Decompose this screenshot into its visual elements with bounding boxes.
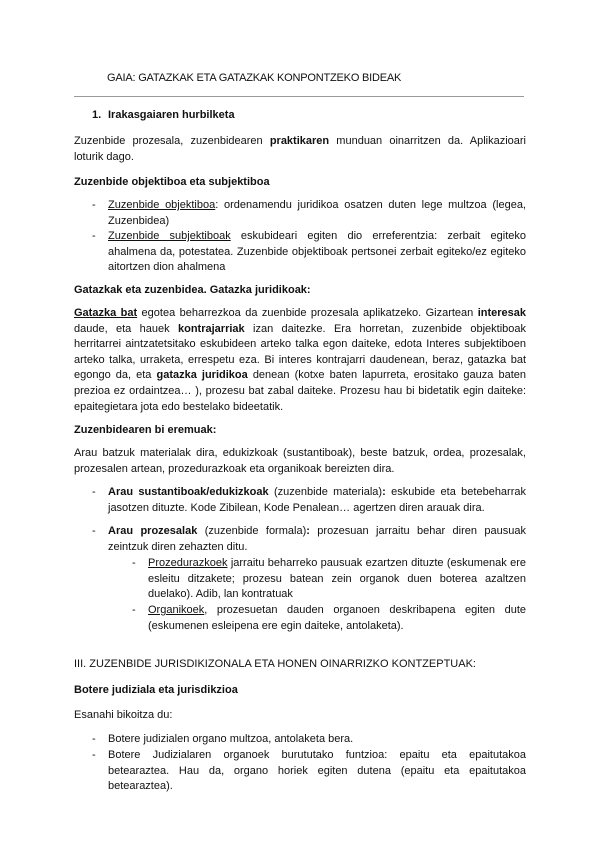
- underlined-text: Zuzenbide objektiboa: [108, 199, 216, 211]
- paragraph: [74, 446, 526, 477]
- bullet-dash: -: [92, 733, 96, 745]
- sub-list-item: [132, 603, 526, 634]
- section-heading: [92, 108, 526, 124]
- bold-text: Arau prozesalak: [108, 525, 198, 537]
- text-run: Zuzenbide prozesala, zuzenbidearen: [74, 135, 270, 147]
- bullet-dash: -: [92, 525, 96, 537]
- list-item: [92, 732, 526, 748]
- sub-list-item: [132, 556, 526, 603]
- bullet-dash: -: [92, 749, 96, 761]
- bold-text: Zuzenbide objektiboa eta subjektiboa: [74, 176, 270, 188]
- paragraph: [74, 306, 526, 415]
- list-item: [92, 748, 526, 795]
- bold-text: Zuzenbidearen bi eremuak:: [74, 424, 217, 436]
- bold-text: gatazka juridikoa: [156, 369, 248, 382]
- bold-text: :: [306, 525, 310, 537]
- underlined-text: Zuzenbide subjektiboak: [108, 230, 231, 242]
- bold-text: praktikaren: [269, 135, 330, 147]
- document-title: GAIA: GATAZKAK ETA GATAZKAK KONPONTZEKO BIDEAK: [107, 72, 402, 84]
- bullet-dash: -: [132, 604, 136, 616]
- header-divider: [74, 96, 524, 97]
- text-run: Arau batzuk materialak dira, edukizkoak (sustantiboak), beste batzuk, ordea, prozesalak, prozesalen artean, prozedurazkoak eta organikoak bereizten dira.: [74, 447, 526, 475]
- text-run: eskubide eta betebeharrak jasotzen dituzte. Kode Zibilean, Kode Penalean… agertzen diren arauak dira.: [108, 486, 526, 514]
- subheading: [74, 175, 526, 191]
- bold-text: :: [382, 486, 386, 498]
- bullet-dash: -: [132, 557, 136, 569]
- bullet-dash: -: [92, 199, 96, 211]
- bold-text: Botere judiziala eta jurisdikzioa: [74, 684, 238, 696]
- underlined-text: Organikoek: [148, 604, 205, 616]
- section-number: 1.: [92, 109, 102, 121]
- text-run: daude, eta hauek: [74, 322, 178, 335]
- list-item: [92, 229, 526, 276]
- text-run: Botere Judizialaren organoek burututako funtzioa: epaitu eta epaitutakoa betearaztea. Hau da, organo horiek egiten dutena (epaitu eta epaitutakoa betearaztea).: [108, 749, 526, 793]
- list-item: [92, 524, 526, 555]
- list-item: [92, 485, 526, 516]
- bullet-dash: -: [92, 486, 96, 498]
- text-run: jarraitu beharreko pausuak ezartzen dituzte (eskumenak ere esleitu ditzakete; prozesu batean zein organok duen boterea azaltzen duelako). Adib, lan kontratuak: [148, 557, 526, 601]
- section-title: Irakasgaiaren hurbilketa: [108, 109, 235, 121]
- text-run: : ordenamendu juridikoa osatzen duten lege multzoa (legea, Zuzenbidea): [108, 199, 526, 227]
- text-run: Esanahi bikoitza du:: [74, 709, 173, 721]
- bold-text: Gatazka bat: [74, 307, 138, 319]
- subheading: [74, 423, 526, 439]
- chapter-heading: [74, 657, 526, 673]
- text-run: munduan oinarritzen da. Aplikazioari loturik dago.: [74, 135, 526, 163]
- underlined-text: Prozedurazkoek: [148, 557, 228, 569]
- text-run: , prozesuetan dauden organoen deskribapena egiten dute (eskumenen esleipena ere egin daiteke, antolaketa).: [148, 604, 526, 632]
- paragraph: [74, 134, 526, 165]
- bold-text: Arau sustantiboak/edukizkoak: [108, 486, 269, 498]
- subheading: [74, 283, 526, 299]
- bullet-dash: -: [92, 230, 96, 242]
- text-run: prozesuan jarraitu behar diren pausuak zeintzuk diren zehazten ditu.: [108, 525, 526, 553]
- text-run: III. ZUZENBIDE JURISDIKIZONALA ETA HONEN OINARRIZKO KONTZEPTUAK:: [74, 658, 476, 670]
- text-run: denean (kotxe baten lapurreta, erositako gauza baten prezioa ez ordaintzea… ), prozesu bat zabal daiteke. Prozesu hau bi bidetatik egin daiteke: epaitegietara jota edo bestelako bideetatik.: [74, 369, 526, 413]
- bold-text: kontrajarriak: [178, 322, 245, 335]
- text-run: egotea beharrezkoa da zuenbide prozesala aplikatzeko. Gizartean: [137, 307, 478, 319]
- text-run: Botere judizialen organo multzoa, antolaketa bera.: [108, 733, 354, 745]
- text-run: (zuzenbide formala): [197, 525, 307, 537]
- text-run: eskubideari egiten dio erreferentzia: zerbait egiteko ahalmena da, potestatea. Zuzenbide objektiboak pertsonei zerbait egiteko/ez egiteko aitortzen dion ahalmena: [108, 230, 526, 274]
- bold-text: interesak: [477, 307, 526, 319]
- text-run: izan daitezke. Era horretan, zuzenbide objektiboak herritarrei aintzatetsitako eskubideen arteko talka egon daiteke, edota Interes subjektiboen arteko talka, urraketa, errespetu eza. Bi interes kontrajarri daudenean, beraz, gatazka bat egongo da, eta: [74, 322, 526, 382]
- text-run: (zuzenbide materiala): [268, 486, 383, 498]
- subheading: [74, 683, 526, 699]
- list-item: [92, 198, 526, 229]
- paragraph: [74, 708, 526, 724]
- bold-text: Gatazkak eta zuzenbidea. Gatazka juridikoak:: [74, 284, 311, 296]
